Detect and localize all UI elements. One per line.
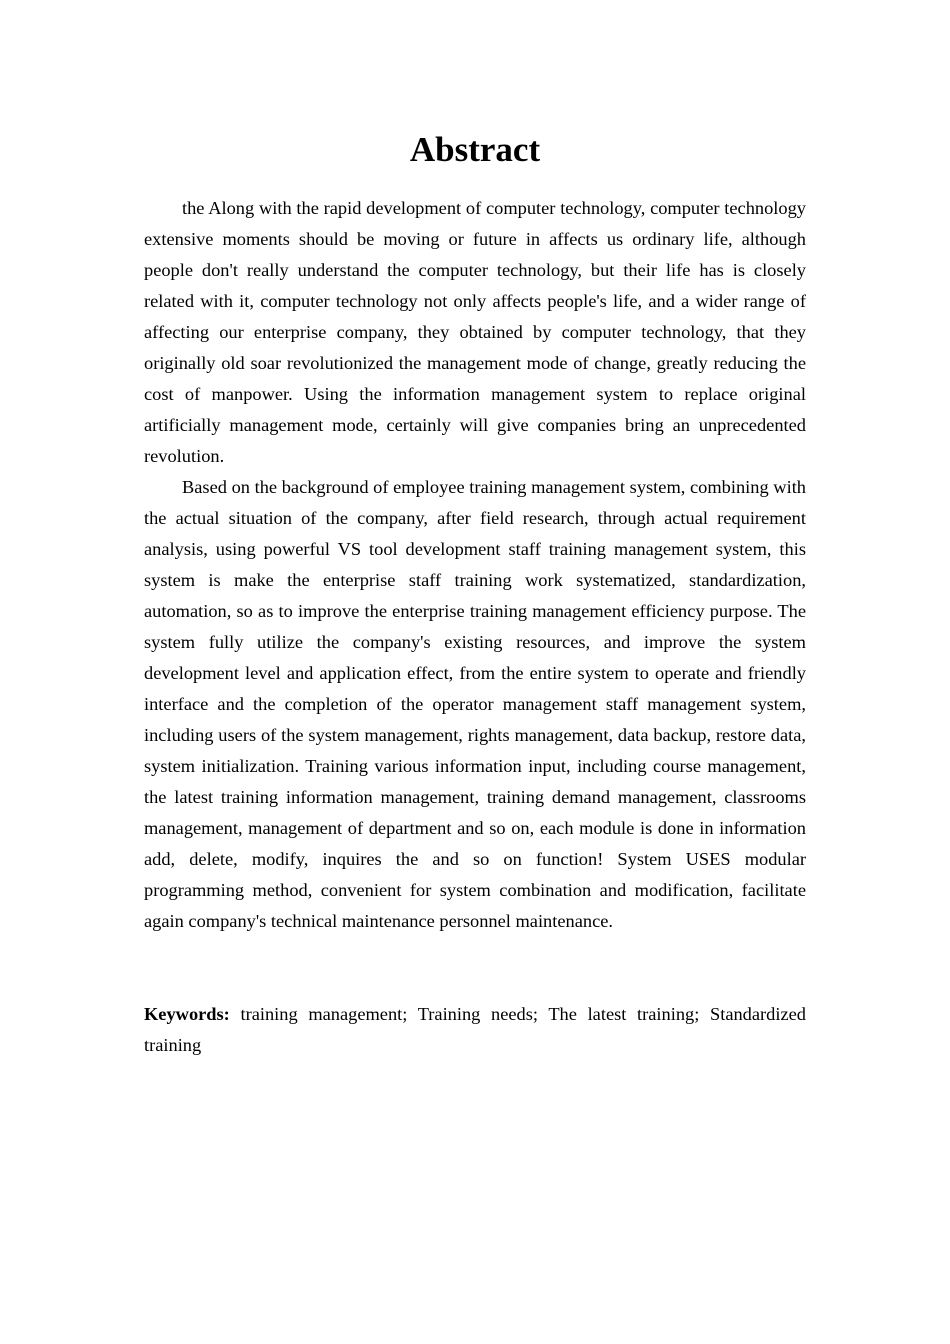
keywords-label: Keywords: — [144, 1004, 230, 1024]
abstract-body — [144, 193, 806, 937]
abstract-paragraph-2: Based on the background of employee training management system, combining with the actual situation of the company, after field research, through actual requirement analysis, using powerful VS tool development staff training management system, this system is make the enterprise staff training work systematized, standardization, automation, so as to improve the enterprise training management efficiency purpose. The system fully utilize the company's existing resources, and improve the system development level and application effect, from the entire system to operate and friendly interface and the completion of the operator management staff management system, including users of the system management, rights management, data backup, restore data, system initialization. Training various information input, including course management, the latest training information management, training demand management, classrooms management, management of department and so on, each module is done in information add, delete, modify, inquires the and so on function! System USES modular programming method, convenient for system combination and modification, facilitate again company's technical maintenance personnel maintenance. — [144, 477, 806, 931]
abstract-paragraph-1: the Along with the rapid development of computer technology, computer technology extensive moments should be moving or future in affects us ordinary life, although people don't really understand the computer technology, but their life has is closely related with it, computer technology not only affects people's life, and a wider range of affecting our enterprise company, they obtained by computer technology, that they originally old soar revolutionized the management mode of change, greatly reducing the cost of manpower. Using the information management system to replace original artificially management mode, certainly will give companies bring an unprecedented revolution. — [144, 198, 806, 466]
keywords-line — [144, 999, 806, 1061]
abstract-title: Abstract — [409, 130, 541, 169]
keywords-text: training management; Training needs; The latest training; Standardized training — [144, 1004, 806, 1055]
